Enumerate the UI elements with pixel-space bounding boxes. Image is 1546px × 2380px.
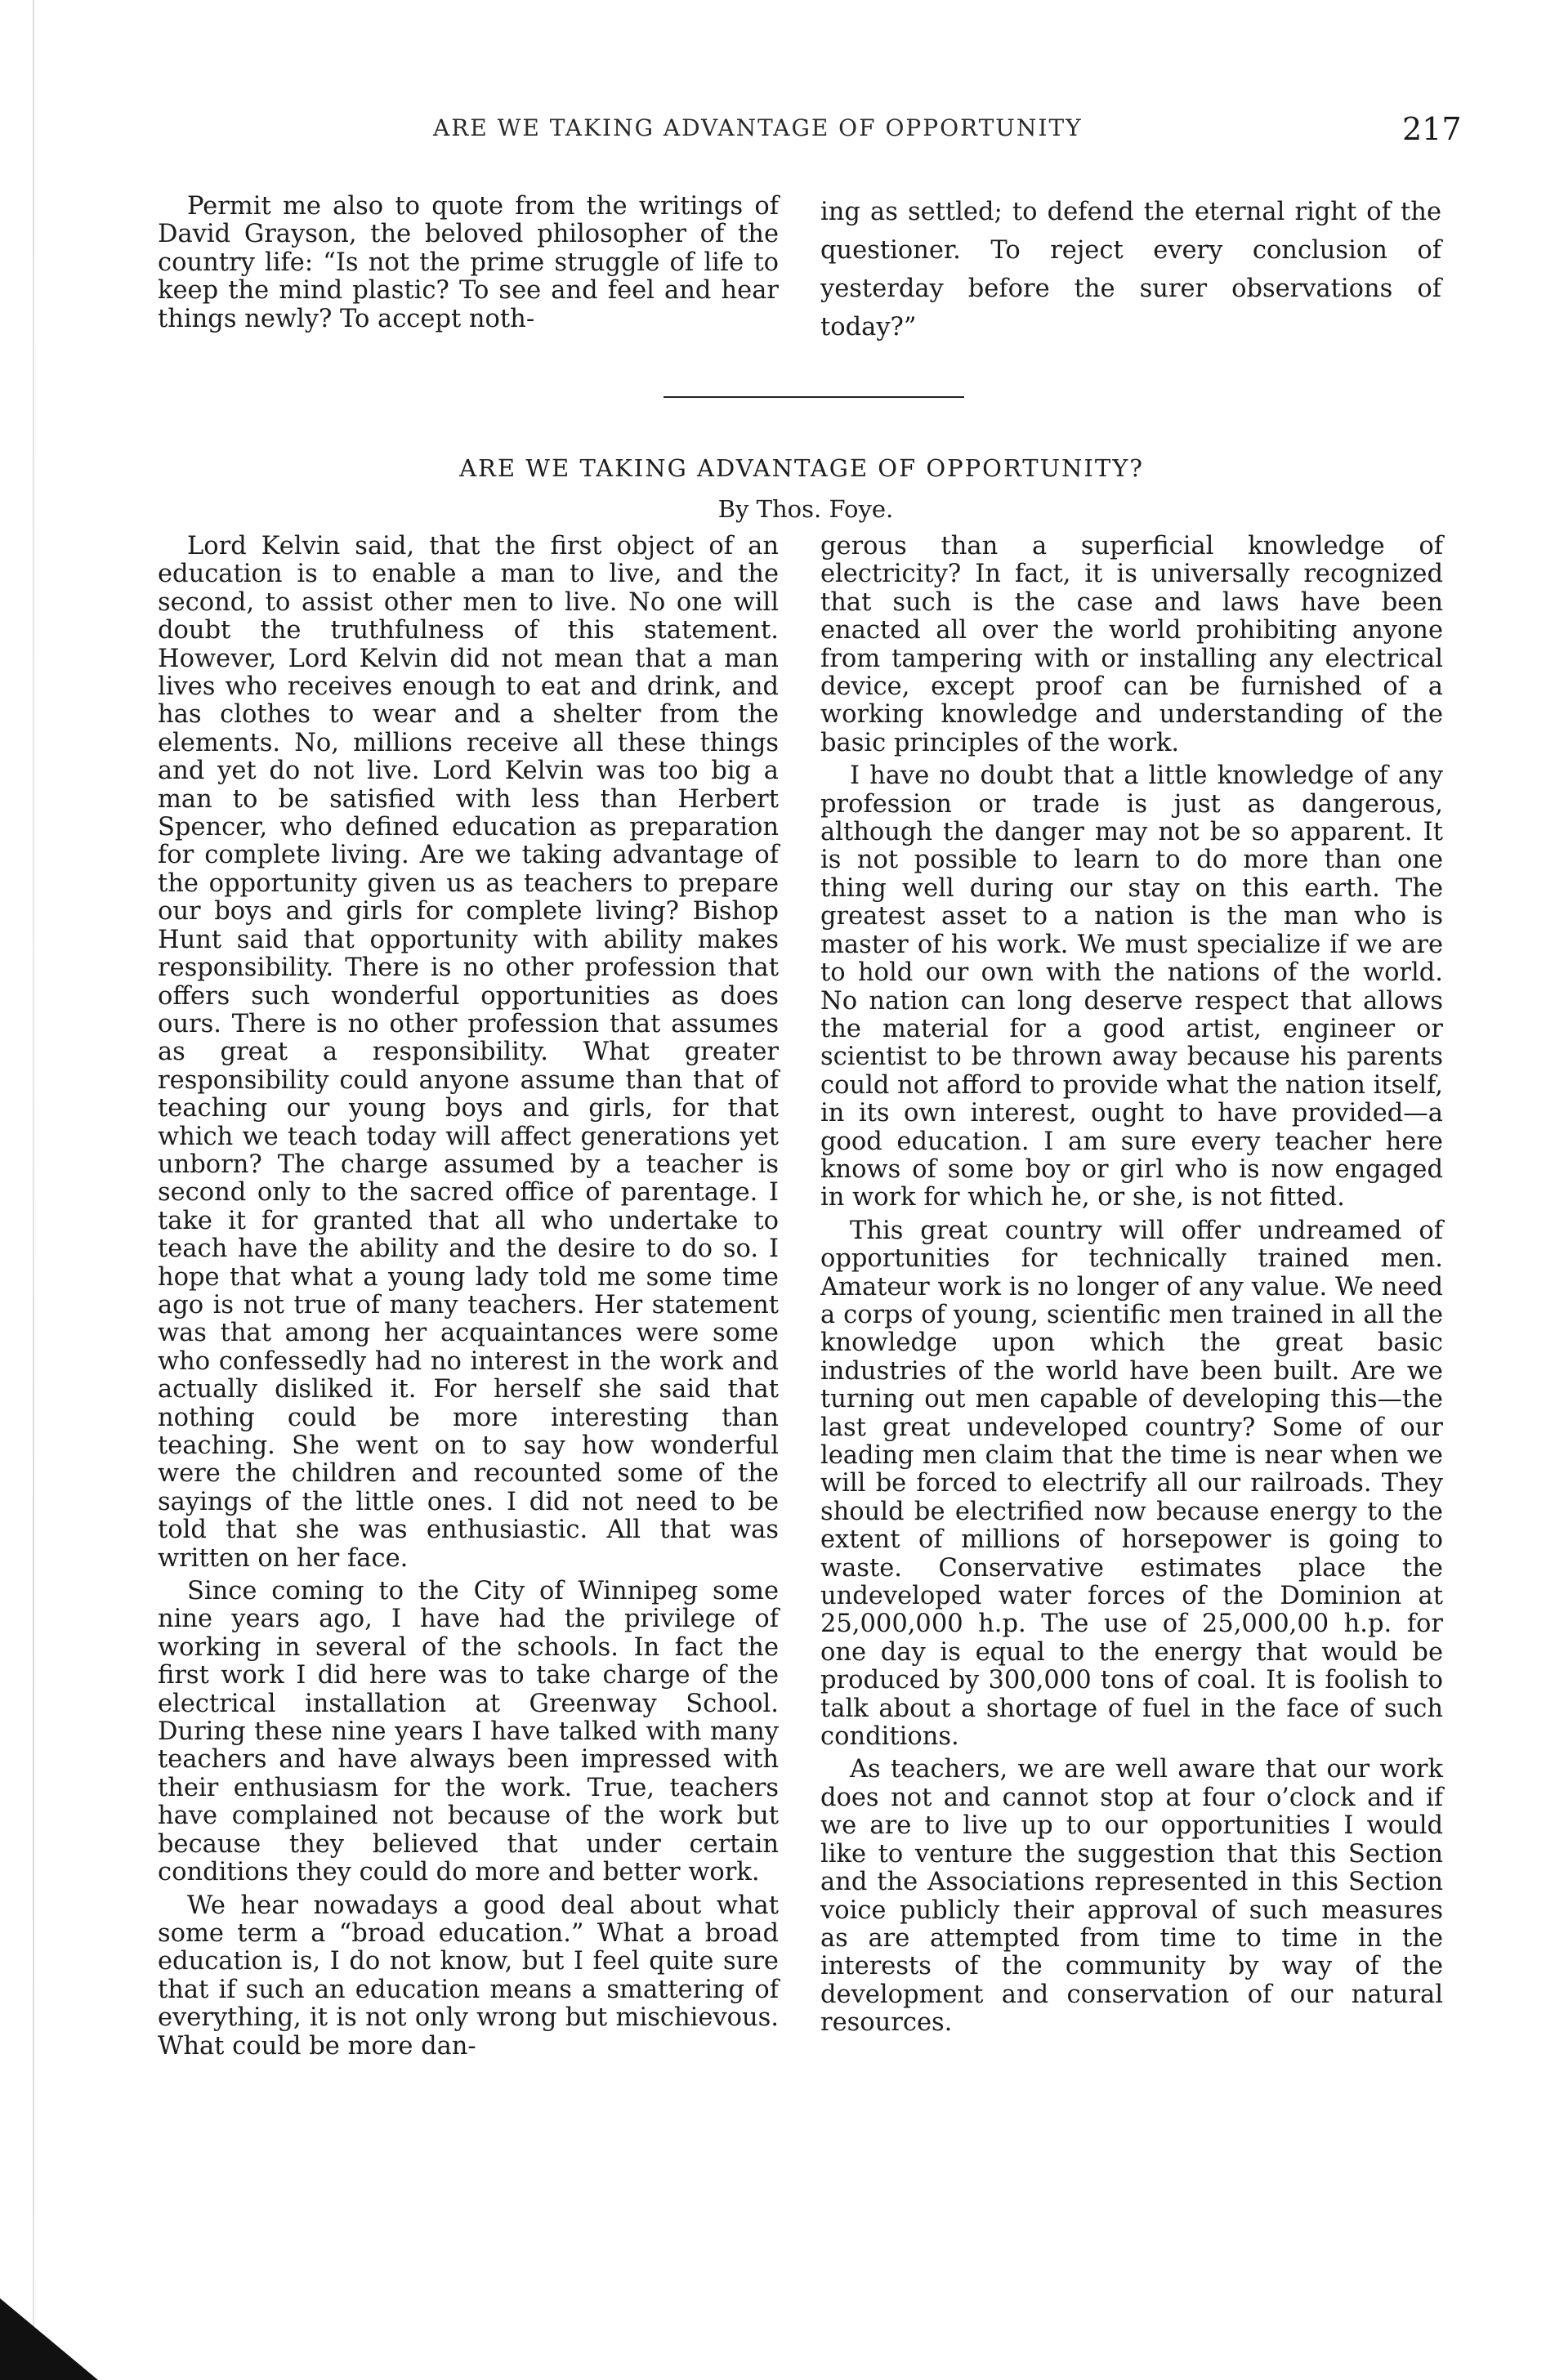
paragraph: Lord Kelvin said, that the first object of an education is to enable a man to live, and the second, to assist other men to live. No one will doubt the truthfulness of this statement. However, Lord Kelvin did not mean that a man lives who receives enough to eat and drink, and has clothes to wear and a shelter from the elements. No, millions receive all these things and yet do not live. Lord Kelvin was too big a man to be satisfied with less than Herbert Spencer, who defined education as preparation for complete living. Are we taking advantage of the opportunity given us as teachers to prepare our boys and girls for complete living? Bishop Hunt said that opportunity with ability makes responsibility. There is no other profession that offers such wonderful opportunities as does ours. There is no other profession that assumes as great a responsibility. What greater responsibility could anyone assume than that of teaching our young boys and girls, for that which we teach today will affect generations yet unborn? The charge assumed by a teacher is second only to the sacred office of parentage. I take it for granted that all who undertake to teach have the ability and the desire to do so. I hope that what a young lady told me some time ago is not true of many teachers. Her statement was that among her acquaintances were some who confessedly had no interest in the work and actually disliked it. For herself she said that nothing could be more interesting than teaching. She went on to say how wonderful were the children and recounted some of the sayings of the little ones. I did not need to be told that she was enthusiastic. All that was written on her face. — [158, 532, 779, 1573]
page-number: 217 — [1402, 111, 1462, 147]
paragraph: I have no doubt that a little knowledge of any profession or trade is just as dangerous, although the danger may not be so apparent. It is not possible to learn to do more than one thing well during our stay on this earth. The greatest asset to a nation is the man who is master of his work. We must specialize if we are to hold our own with the nations of the world. No nation can long deserve respect that allows the material for a good artist, engineer or scientist to be thrown away because his parents could not afford to provide what the nation itself, in its own interest, ought to have provided—a good education. I am sure every teacher here knows of some boy or girl who is now engaged in work for which he, or she, is not fitted. — [820, 761, 1443, 1212]
article-title: ARE WE TAKING ADVANTAGE OF OPPORTUNITY? — [459, 454, 1144, 482]
page-corner-shadow — [0, 2298, 98, 2380]
previous-article-left-column — [158, 193, 779, 333]
paragraph: This great country will offer undreamed of opportunities for technically trained men. Amateur work is no longer of any value. We need a corps of young, scientific men trained in all the knowledge upon which the great basic industries of the world have been built. Are we turning out men capable of developing this—the last great undeveloped country? Some of our leading men claim that the time is near when we will be forced to electrify all our railroads. They should be electrified now because energy to the extent of millions of horsepower is going to waste. Conservative estimates place the undeveloped water forces of the Dominion at 25,000,000 h.p. The use of 25,000,00 h.p. for one day is equal to the energy that would be produced by 300,000 tons of coal. It is foolish to talk about a shortage of fuel in the face of such conditions. — [820, 1216, 1443, 1752]
article-right-column — [820, 533, 1443, 2038]
page-gutter-edge — [33, 0, 34, 2380]
paragraph: As teachers, we are well aware that our work does not and cannot stop at four o’clock and if we are to live up to our opportunities I would like to venture the suggestion that this Section and the Associations represented in this Section voice publicly their approval of such measures as are attempted from time to time in the interests of the community by way of the development and conservation of our natural resources. — [820, 1755, 1443, 2038]
running-head: ARE WE TAKING ADVANTAGE OF OPPORTUNITY — [433, 114, 1083, 141]
section-divider — [664, 396, 964, 398]
paragraph: Since coming to the City of Winnipeg some nine years ago, I have had the privilege of working in several of the schools. In fact the first work I did here was to take charge of the electrical installation at Greenway School. During these nine years I have talked with many teachers and have always been impressed with their enthusiasm for the work. True, teachers have complained not because of the work but because they believed that under certain conditions they could do more and better work. — [158, 1577, 779, 1887]
article-byline: By Thos. Foye. — [717, 495, 894, 523]
previous-article-right-column — [820, 193, 1441, 346]
paragraph: gerous than a superficial knowledge of electricity? In fact, it is universally recognized that such is the case and laws have been enacted all over the world prohibiting anyone from tampering with or installing any electrical device, except proof can be furnished of a working knowledge and understanding of the basic principles of the work. — [820, 532, 1443, 757]
paragraph: Permit me also to quote from the writings of David Grayson, the beloved philosopher of the country life: “Is not the prime struggle of life to keep the mind plastic? To see and feel and hear things newly? To accept noth- — [158, 192, 779, 333]
paragraph: We hear nowadays a good deal about what some term a “broad education.” What a broad education is, I do not know, but I feel quite sure that if such an education means a smattering of everything, it is not only wrong but mischievous. What could be more dan- — [158, 1891, 779, 2061]
paragraph: ing as settled; to defend the eternal right of the questioner. To reject every conclusion of yesterday before the surer observations of today?” — [820, 198, 1441, 342]
article-left-column — [158, 533, 779, 2061]
